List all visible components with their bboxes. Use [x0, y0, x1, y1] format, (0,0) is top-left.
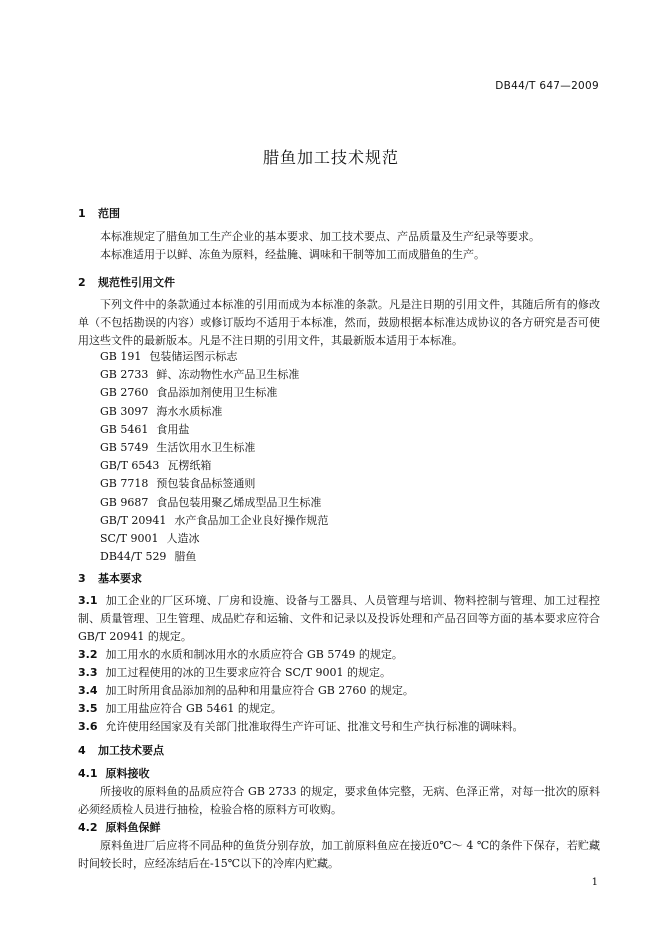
clause-4-1-heading: 4.1 原料接收 — [78, 767, 150, 780]
paragraph: 下列文件中的条款通过本标准的引用而成为本标准的条款。凡是注日期的引用文件，其随后所有的修改单（不包括勘误的内容）或修订版均不适用于本标准，然而，鼓励根据本标准达成协议的各方研究是否可使用这些文件的最新版本。凡是不注日期的引用文件，其最新版本适用于本标准。 — [78, 298, 600, 348]
list-item: GB/T 20941 水产食品加工企业良好操作规范 — [100, 513, 329, 527]
section-title: 范围 — [98, 207, 120, 220]
clause-3-6: 3.6 允许使用经国家及有关部门批准取得生产许可证、批准文号和生产执行标准的调味料。 — [78, 720, 524, 733]
page-number: 1 — [591, 877, 598, 888]
section-number: 1 — [78, 207, 86, 220]
list-item: DB44/T 529 腊鱼 — [100, 550, 197, 564]
list-item: GB 191 包装储运图示标志 — [100, 350, 238, 363]
section-title: 加工技术要点 — [98, 744, 164, 757]
list-item: GB 7718 预包装食品标签通则 — [100, 477, 256, 491]
section-heading-basic-requirements — [78, 570, 142, 586]
list-item: GB/T 6543 瓦楞纸箱 — [100, 459, 212, 473]
clause-3-2: 3.2 加工用水的水质和制冰用水的水质应符合 GB 5749 的规定。 — [78, 648, 403, 661]
document-title: 腊鱼加工技术规范 — [262, 148, 399, 167]
paragraph: 本标准规定了腊鱼加工生产企业的基本要求、加工技术要点、产品质量及生产纪录等要求。 — [100, 230, 540, 243]
section-title: 规范性引用文件 — [98, 276, 175, 289]
section-heading-scope — [78, 205, 120, 221]
clause-3-1: 3.1 加工企业的厂区环境、厂房和设施、设备与工器具、人员管理与培训、物料控制与管理、加工过程控制、质量管理、卫生管理、成品贮存和运输、文件和记录以及投诉处理和产品召回等方面的基本要求应符合 GB/T 20941 的规定。 — [78, 594, 601, 644]
list-item: GB 9687 食品包装用聚乙烯成型品卫生标准 — [100, 495, 322, 509]
section-number: 4 — [78, 744, 86, 757]
section-number: 3 — [78, 572, 86, 585]
section-heading-processing-points — [78, 742, 164, 758]
section-number: 2 — [78, 276, 86, 289]
clause-3-5: 3.5 加工用盐应符合 GB 5461 的规定。 — [78, 702, 282, 715]
clause-3-4: 3.4 加工时所用食品添加剂的品种和用量应符合 GB 2760 的规定。 — [78, 684, 414, 697]
clause-3-3: 3.3 加工过程使用的冰的卫生要求应符合 SC/T 9001 的规定。 — [78, 666, 391, 679]
list-item: GB 5749 生活饮用水卫生标准 — [100, 441, 256, 455]
section-heading-normative-references — [78, 274, 175, 290]
clause-4-2-heading: 4.2 原料鱼保鲜 — [78, 821, 161, 834]
list-item: GB 5461 食用盐 — [100, 422, 190, 436]
section-title: 基本要求 — [98, 572, 142, 585]
standard-number: DB44/T 647—2009 — [495, 80, 599, 92]
list-item: SC/T 9001 人造冰 — [100, 532, 200, 546]
paragraph: 所接收的原料鱼的品质应符合 GB 2733 的规定，要求鱼体完整，无病、色泽正常，对每一批次的原料必须经质检人员进行抽检，检验合格的原料方可收购。 — [78, 785, 600, 817]
paragraph: 原料鱼进厂后应将不同品种的鱼货分别存放，加工前原料鱼应在接近0℃～ 4 ℃的条件下保存，若贮藏时间较长时，应经冻结后在-15℃以下的冷库内贮藏。 — [78, 839, 600, 871]
paragraph: 本标准适用于以鲜、冻鱼为原料，经盐腌、调味和干制等加工而成腊鱼的生产。 — [100, 248, 485, 261]
list-item: GB 3097 海水水质标准 — [100, 404, 223, 418]
reference-list — [100, 348, 328, 566]
list-item: GB 2733 鲜、冻动物性水产品卫生标准 — [100, 368, 300, 382]
list-item: GB 2760 食品添加剂使用卫生标准 — [100, 386, 278, 400]
